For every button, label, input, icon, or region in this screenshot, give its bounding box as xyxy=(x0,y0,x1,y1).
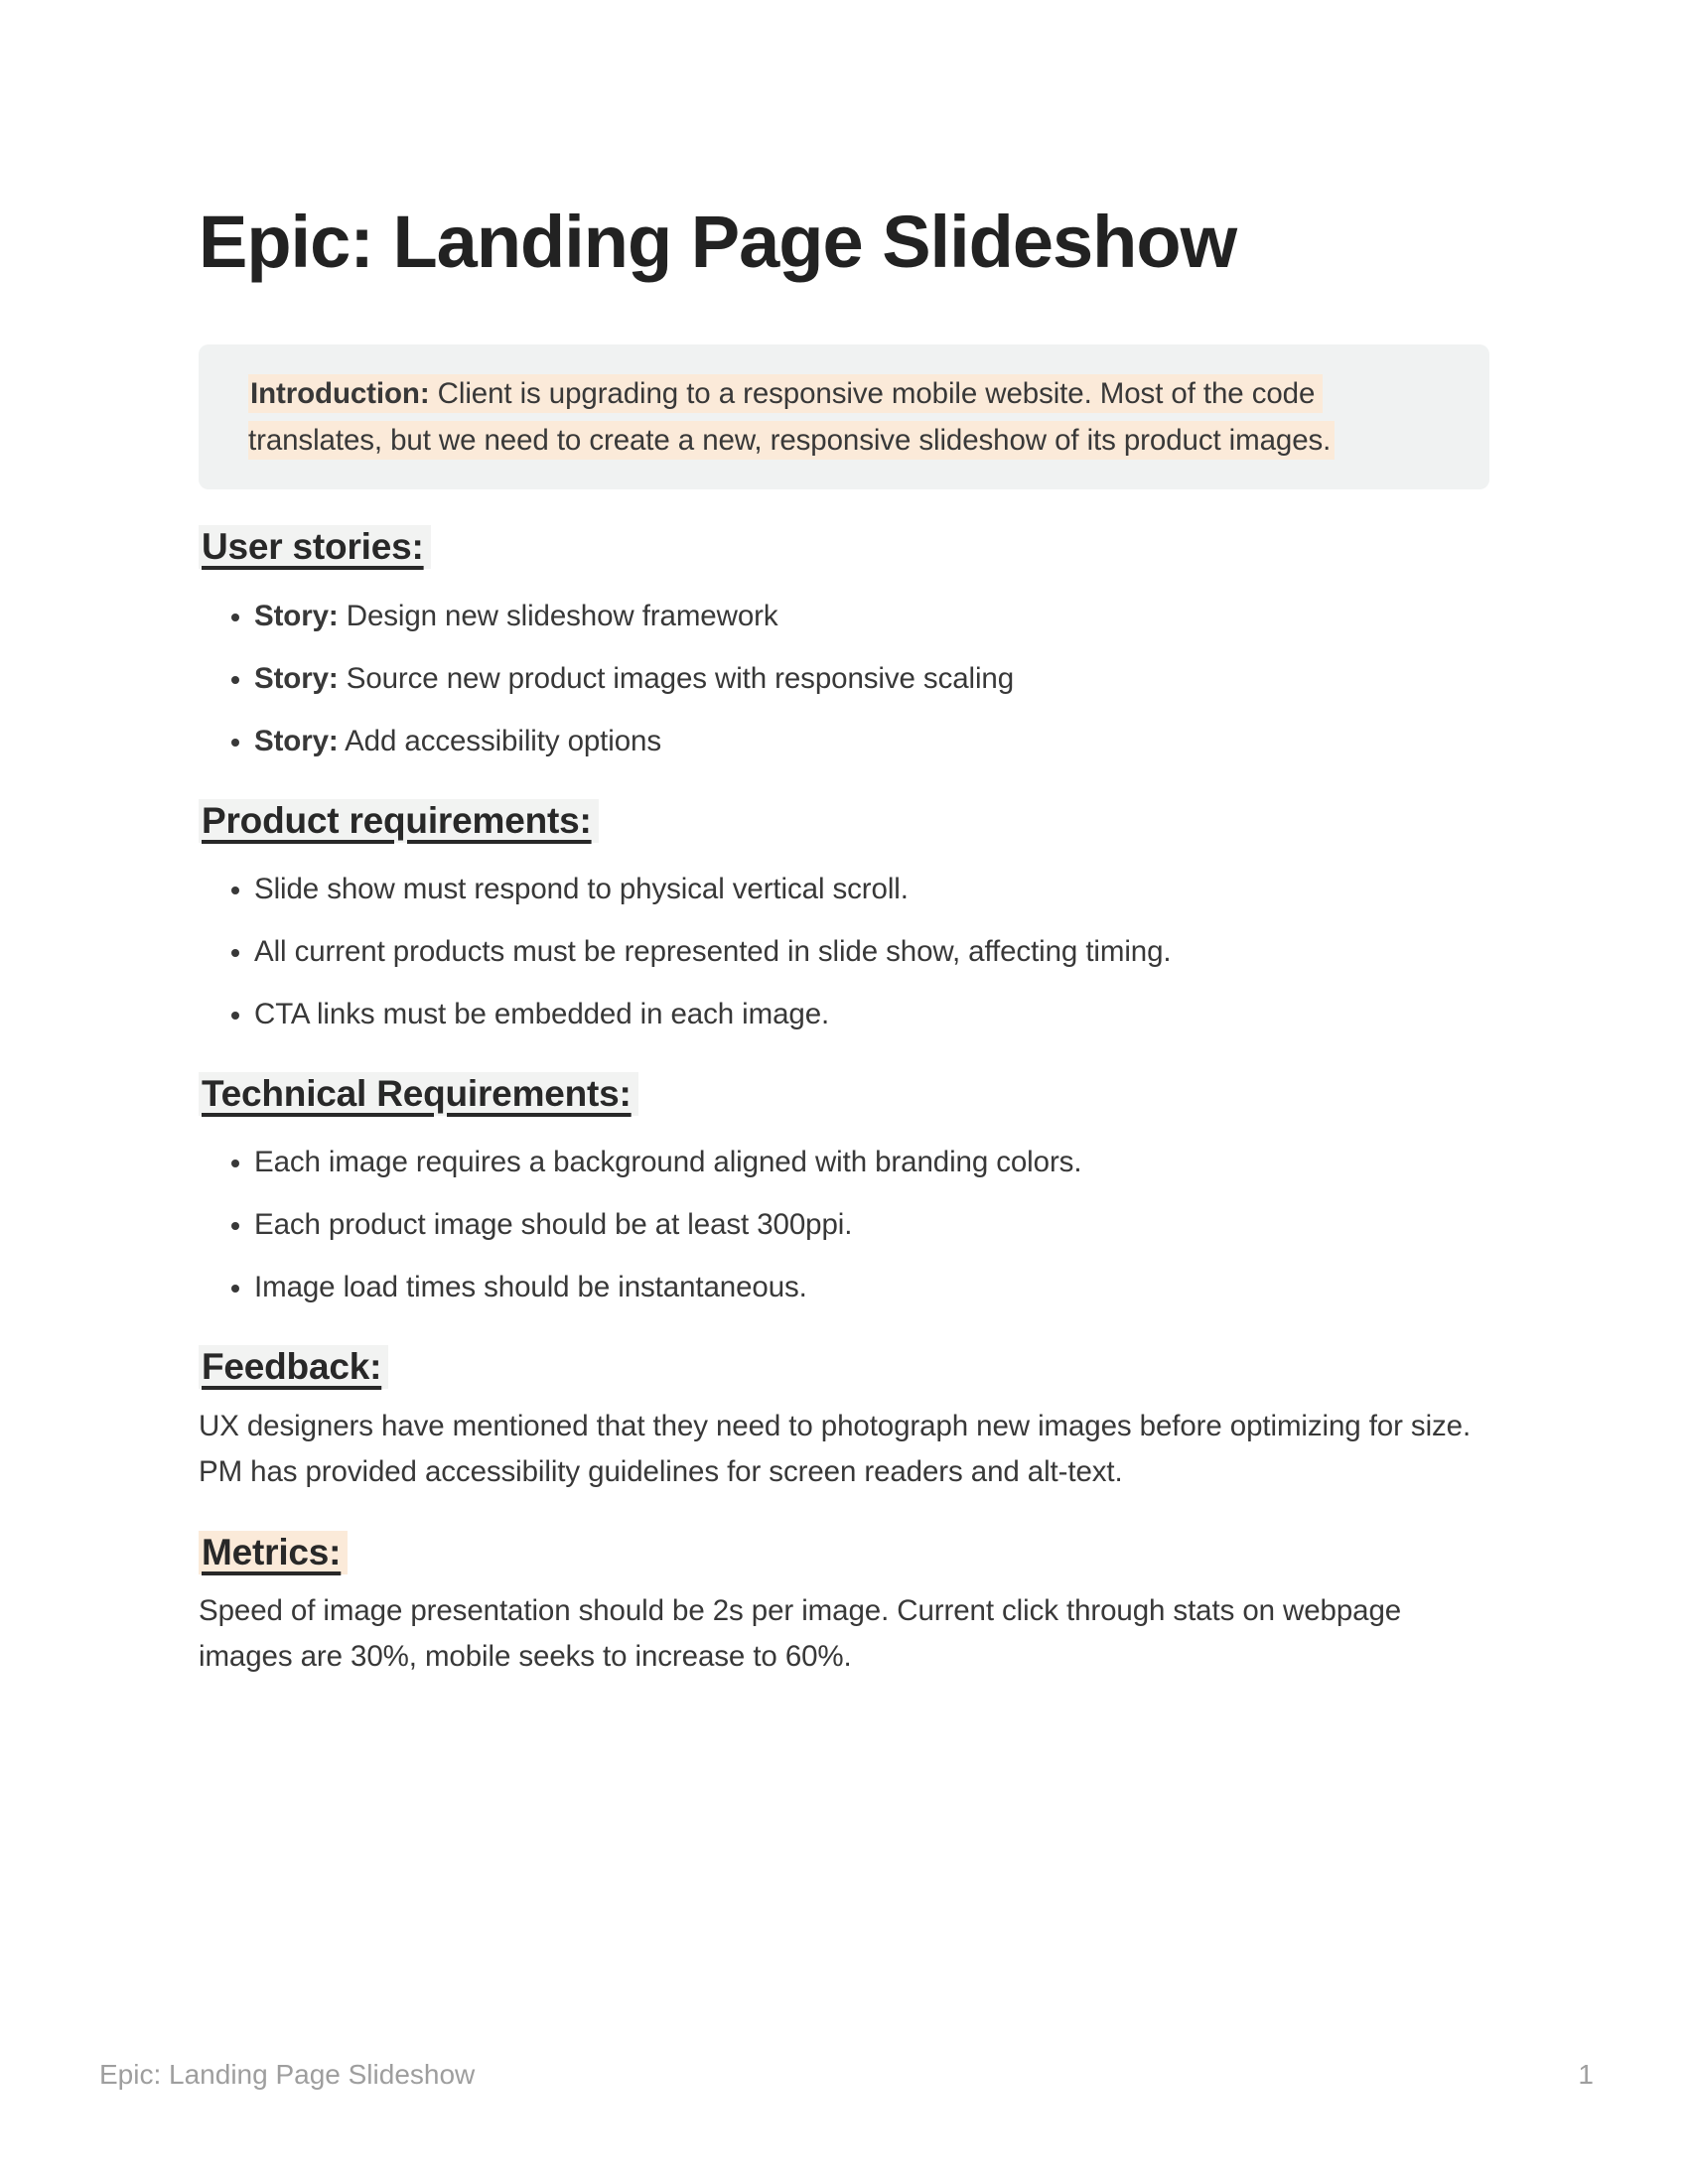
list-item-text: Image load times should be instantaneous. xyxy=(254,1271,807,1304)
heading-text: Product requirements: xyxy=(199,799,599,843)
page-footer xyxy=(99,2059,1594,2091)
heading-text: User stories: xyxy=(199,525,431,569)
heading-product-requirements xyxy=(199,799,1477,843)
footer-title: Epic: Landing Page Slideshow xyxy=(99,2059,476,2090)
section-technical-requirements xyxy=(199,1072,1477,1309)
metrics-paragraph: Speed of image presentation should be 2s per image. Current click through stats on webpage images are 30%, mobile seeks to increase to 60%. xyxy=(199,1594,1410,1674)
heading-text: Technical Requirements: xyxy=(199,1072,638,1116)
heading-user-stories xyxy=(199,525,1477,569)
user-stories-list xyxy=(199,594,1477,763)
technical-requirements-list xyxy=(199,1140,1477,1309)
list-item-label: Story: xyxy=(254,661,339,695)
heading-technical-requirements xyxy=(199,1072,1477,1116)
list-item-text: Add accessibility options xyxy=(338,724,661,757)
heading-text: Metrics: xyxy=(199,1531,348,1574)
intro-label: Introduction: xyxy=(250,377,430,411)
page-title: Epic: Landing Page Slideshow xyxy=(199,201,1237,283)
footer-page-number: 1 xyxy=(1578,2059,1594,2090)
list-item-text: Slide show must respond to physical vertical scroll. xyxy=(254,873,909,906)
list-item-text: Each product image should be at least 300ppi. xyxy=(254,1208,853,1242)
list-item xyxy=(254,992,1477,1036)
feedback-paragraph: UX designers have mentioned that they need to photograph new images before optimizing for size. PM has provided accessibility guidelines for screen readers and alt-text. xyxy=(199,1409,1487,1488)
heading-feedback xyxy=(199,1345,1477,1389)
list-item-text: Design new slideshow framework xyxy=(338,599,778,632)
list-item xyxy=(254,1140,1477,1184)
list-item-text: All current products must be represented in slide show, affecting timing. xyxy=(254,935,1172,969)
list-item xyxy=(254,1202,1477,1247)
section-user-stories xyxy=(199,525,1477,762)
list-item xyxy=(254,594,1477,638)
list-item-text: Each image requires a background aligned with branding colors. xyxy=(254,1146,1082,1179)
list-item xyxy=(254,867,1477,911)
list-item-label: Story: xyxy=(254,599,339,632)
intro-highlight xyxy=(248,374,1335,460)
heading-metrics xyxy=(199,1531,1477,1574)
section-feedback xyxy=(199,1345,1487,1494)
heading-text: Feedback: xyxy=(199,1345,388,1389)
list-item xyxy=(254,1265,1477,1309)
section-product-requirements xyxy=(199,799,1477,1036)
product-requirements-list xyxy=(199,867,1477,1036)
intro-text xyxy=(248,370,1440,464)
list-item xyxy=(254,719,1477,763)
list-item xyxy=(254,656,1477,701)
list-item-text: Source new product images with responsive scaling xyxy=(338,661,1015,695)
list-item-text: CTA links must be embedded in each image. xyxy=(254,998,830,1031)
list-item-label: Story: xyxy=(254,724,339,757)
section-metrics xyxy=(199,1531,1477,1680)
intro-block xyxy=(199,344,1489,489)
intro-body: Client is upgrading to a responsive mobile website. Most of the code translates, but we need to create a new, responsive slideshow of its product images. xyxy=(248,377,1332,458)
list-item xyxy=(254,929,1477,974)
